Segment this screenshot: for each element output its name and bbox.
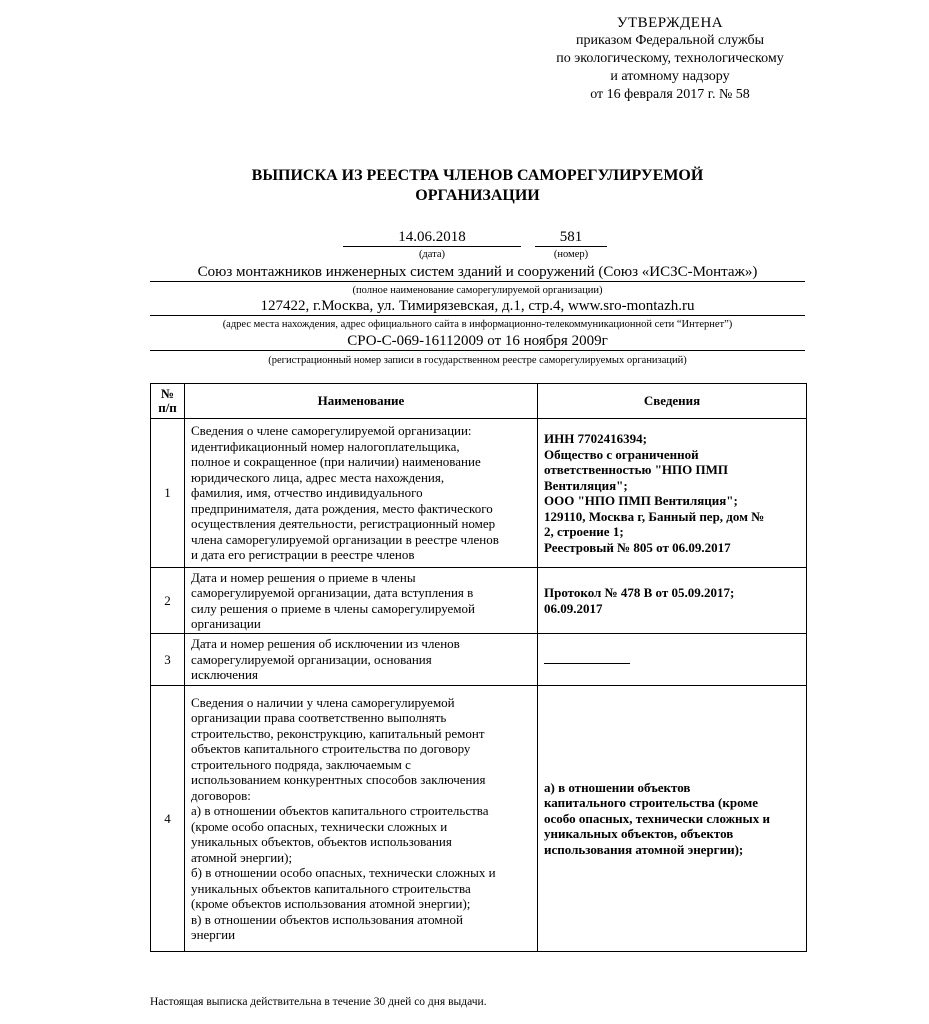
row-info-line: ООО "НПО ПМП Вентиляция"; [544, 493, 738, 508]
issue-number: 581 [535, 229, 607, 247]
row-info [538, 686, 807, 952]
row-info-line: Общество с ограниченной [544, 446, 699, 462]
registry-caption: (регистрационный номер записи в государственном реестре саморегулируемых организаций) [268, 355, 687, 366]
approval-line: и атомному надзору [610, 69, 730, 84]
row-name-line: Дата и номер решения об исключении из членов [191, 636, 460, 652]
table-row [151, 568, 807, 634]
row-name [185, 568, 538, 634]
row-name-line: атомной энергии); [191, 849, 293, 865]
row-name-line: уникальных объектов капитального строительства [191, 880, 471, 896]
row-info-line: уникальных объектов, объектов [544, 826, 734, 842]
row-info-line: 129110, Москва г, Банный пер, дом № [544, 508, 765, 524]
row-name-line: договоров: [191, 787, 251, 803]
row-name-line: строительного подряда, заключаемым с [191, 756, 411, 772]
row-name-line: и дата его регистрации в реестре членов [191, 547, 415, 563]
approval-line: по экологическому, технологическому [556, 51, 784, 66]
row-name-line: фамилия, имя, отчество индивидуального [191, 485, 423, 501]
organization-address: 127422, г.Москва, ул. Тимирязевская, д.1, стр.4, www.sro-montazh.ru [150, 297, 805, 316]
row-info-line: ИНН 7702416394; [544, 431, 647, 446]
row-info-line: 06.09.2017 [544, 600, 603, 616]
row-info-line: ответственностью "НПО ПМП [544, 462, 728, 477]
header-number-sign: № [160, 386, 175, 401]
row-number: 2 [151, 568, 185, 634]
organization-name: Союз монтажников инженерных систем зданий и сооружений (Союз «ИСЗС-Монтаж») [150, 263, 805, 282]
row-name-line: использованием конкурентных способов заключения [191, 772, 486, 787]
approval-heading: УТВЕРЖДЕНА [616, 15, 724, 31]
row-name-line: полное и сокращенное (при наличии) наименование [191, 454, 481, 470]
row-name-line: (кроме объектов использования атомной энергии); [191, 896, 471, 911]
row-info-line: а) в отношении объектов [544, 779, 691, 795]
row-info [538, 568, 807, 634]
validity-note: Настоящая выписка действительна в течение 30 дней со дня выдачи. [150, 996, 487, 1008]
registry-number: СРО-С-069-16112009 от 16 ноября 2009г [150, 332, 805, 351]
organization-name-caption: (полное наименование саморегулируемой организации) [352, 285, 603, 296]
title-line: ВЫПИСКА ИЗ РЕЕСТРА ЧЛЕНОВ САМОРЕГУЛИРУЕМОЙ [251, 167, 704, 184]
row-info-line: 2, строение 1; [544, 524, 624, 539]
row-name-line: члена саморегулируемой организации в реестре членов [191, 531, 499, 547]
row-info [538, 634, 807, 686]
row-name-line: организации [191, 616, 261, 631]
table-row [151, 686, 807, 952]
row-name-line: осуществления деятельности, регистрационный номер [191, 516, 496, 532]
row-name-line: Сведения о члене саморегулируемой организации: [191, 423, 472, 439]
row-number: 4 [151, 686, 185, 952]
empty-value-line [544, 654, 630, 664]
row-name-line: б) в отношении особо опасных, технически сложных и [191, 865, 496, 880]
row-name [185, 686, 538, 952]
row-info [538, 419, 807, 568]
row-name-line: в) в отношении объектов использования атомной [191, 911, 464, 927]
row-name [185, 419, 538, 568]
row-name-line: (кроме особо опасных, технически сложных и [191, 818, 448, 834]
row-name-line: идентификационный номер налогоплательщика, [191, 438, 460, 454]
number-caption: (номер) [553, 249, 589, 260]
row-info-line: капитального строительства (кроме [544, 795, 758, 811]
row-name-line: энергии [191, 927, 236, 942]
row-name-line: юридического лица, адрес места нахождения, [191, 469, 445, 485]
document-title [150, 166, 805, 206]
row-name-line: строительство, реконструкцию, капитальный ремонт [191, 725, 485, 741]
approval-line: от 16 февраля 2017 г. № 58 [590, 87, 750, 102]
row-name-line: саморегулируемой организации, основания [191, 651, 432, 667]
row-name-line: Сведения о наличии у члена саморегулируемой [191, 694, 455, 710]
table-header-row [151, 384, 807, 419]
header-number-abbr: п/п [158, 400, 177, 415]
row-name-line: исключения [191, 667, 258, 683]
row-number: 3 [151, 634, 185, 686]
table-row [151, 634, 807, 686]
row-name-line: силу решения о приеме в члены саморегулируемой [191, 600, 475, 616]
registry-table [150, 383, 807, 952]
issue-date: 14.06.2018 [343, 229, 521, 247]
row-number: 1 [151, 419, 185, 568]
date-caption: (дата) [418, 249, 446, 260]
row-info-line: Протокол № 478 В от 05.09.2017; [544, 585, 735, 600]
row-info-line: Реестровый № 805 от 06.09.2017 [544, 539, 731, 555]
row-name-line: Дата и номер решения о приеме в члены [191, 569, 416, 585]
approval-stamp [520, 14, 820, 104]
title-line: ОРГАНИЗАЦИИ [415, 187, 540, 204]
organization-address-caption: (адрес места нахождения, адрес официального сайта в информационно-телекоммуникационной сети “Интернет”) [222, 319, 733, 330]
header-info: Сведения [538, 384, 807, 419]
row-info-line: Вентиляция"; [544, 477, 628, 493]
table-row [151, 419, 807, 568]
row-name [185, 634, 538, 686]
row-name-line: а) в отношении объектов капитального строительства [191, 803, 489, 818]
header-name: Наименование [185, 384, 538, 419]
row-name-line: предпринимателя, дата рождения, место фактического [191, 500, 493, 516]
row-info-line: использования атомной энергии); [544, 841, 744, 857]
row-info-line: особо опасных, технически сложных и [544, 810, 770, 826]
approval-line: приказом Федеральной службы [576, 33, 764, 48]
row-name-line: объектов капитального строительства по договору [191, 741, 471, 756]
header-number [151, 384, 185, 419]
row-name-line: уникальных объектов, объектов использования [191, 834, 452, 849]
row-name-line: саморегулируемой организации, дата вступления в [191, 585, 474, 600]
row-name-line: организации права соответственно выполнять [191, 710, 447, 725]
